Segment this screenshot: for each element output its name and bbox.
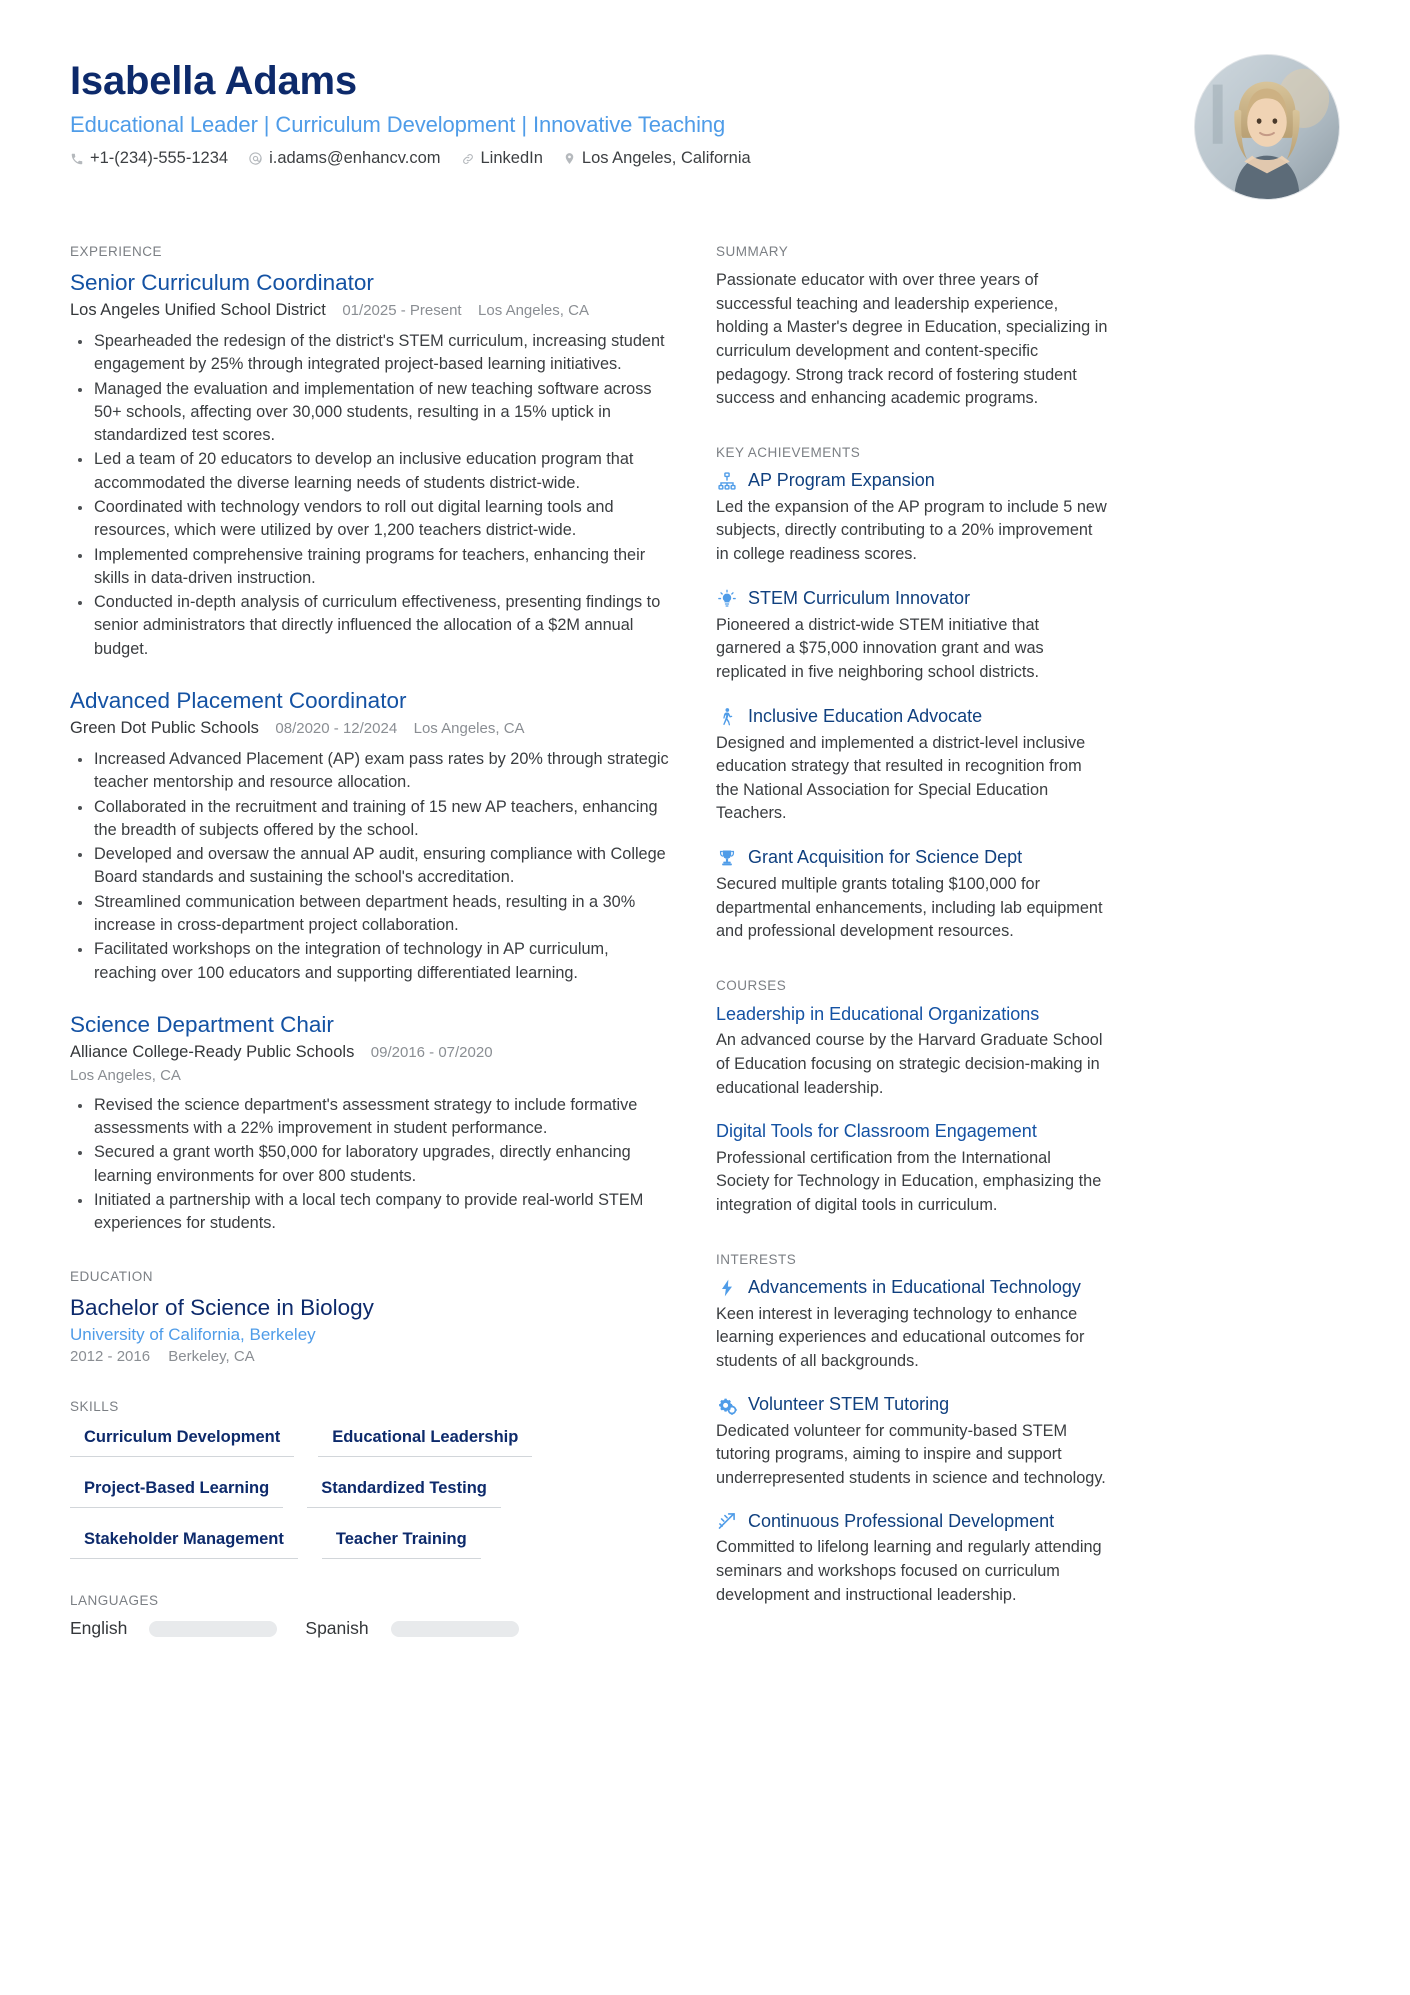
lightning-bolt-icon (716, 1277, 738, 1299)
skill-tag[interactable]: Project-Based Learning (70, 1475, 283, 1508)
achievement-item (716, 847, 1108, 944)
achievement-title: Grant Acquisition for Science Dept (748, 847, 1023, 868)
contact-linkedin[interactable] (461, 149, 543, 168)
language-level-bar (149, 1621, 277, 1637)
body-columns (70, 244, 1340, 1639)
page-title: Isabella Adams (70, 59, 357, 103)
education-degree: Bachelor of Science in Biology (70, 1295, 374, 1321)
job-bullet: Facilitated workshops on the integration of technology in AP curriculum, reaching over 100 educators and supporting differentiated learning. (70, 938, 670, 985)
job-company: Green Dot Public Schools (70, 719, 259, 738)
achievement-description: Designed and implemented a district-level inclusive education strategy that resulted in recognition from the National Association for Special Education Teachers. (716, 733, 1086, 823)
job-bullet: Initiated a partnership with a local tech company to provide real-world STEM experiences for students. (70, 1189, 670, 1236)
section-label-key-achievements: KEY ACHIEVEMENTS (716, 444, 861, 460)
job-location: Los Angeles, CA (478, 302, 589, 319)
course-title: Leadership in Educational Organizations (716, 1003, 1040, 1024)
education-location: Berkeley, CA (168, 1348, 255, 1366)
section-label-experience: EXPERIENCE (70, 244, 163, 259)
language-item (70, 1618, 277, 1639)
education-meta (70, 1348, 670, 1365)
achievement-title: STEM Curriculum Innovator (748, 587, 971, 608)
experience-entry (70, 1011, 670, 1235)
job-dates: 01/2025 - Present (342, 302, 462, 319)
job-bullet: Led a team of 20 educators to develop an inclusive education program that accommodated the diverse learning needs of students district-wide. (70, 448, 670, 495)
job-bullet: Secured a grant worth $50,000 for laboratory upgrades, directly enhancing learning environments for over 800 students. (70, 1141, 670, 1188)
job-bullet: Developed and oversaw the annual AP audit, ensuring compliance with College Board standards and sustaining the school's accreditation. (70, 843, 670, 890)
summary-text: Passionate educator with over three years of successful teaching and leadership experience, holding a Master's degree in Education, specializing in curriculum development and content-specific pedagogy. Strong track record of fostering student success and enhancing academic programs. (716, 271, 1108, 408)
link-icon (461, 152, 475, 166)
course-item (716, 1120, 1108, 1217)
achievement-head (716, 847, 1108, 869)
interest-description: Committed to lifelong learning and regularly attending seminars and workshops focused on curriculum development and instructional leadership. (716, 1538, 1102, 1604)
section-label-skills: SKILLS (70, 1399, 119, 1415)
skill-tag[interactable]: Curriculum Development (70, 1424, 294, 1457)
job-dates: 09/2016 - 07/2020 (370, 1043, 493, 1061)
contact-email[interactable] (248, 149, 440, 168)
section-label-interests: INTERESTS (716, 1251, 797, 1267)
job-bullet: Conducted in-depth analysis of curriculum effectiveness, presenting findings to senior administrators that directly influenced the allocation of a $2M annual budget. (70, 591, 670, 661)
org-chart-icon (716, 470, 738, 492)
contact-phone[interactable] (70, 149, 228, 168)
course-description: An advanced course by the Harvard Graduate School of Education focusing on strategic decision-making in educational leadership. (716, 1031, 1103, 1097)
job-location: Los Angeles, CA (70, 1066, 181, 1084)
job-bullet: Coordinated with technology vendors to roll out digital learning tools and resources, which were utilized by over 1,200 teachers district-wide. (70, 496, 670, 543)
job-bullets (70, 330, 670, 661)
skill-tag[interactable]: Standardized Testing (307, 1475, 501, 1508)
lightbulb-icon (716, 588, 738, 610)
section-label-education: EDUCATION (70, 1269, 154, 1285)
job-bullet: Spearheaded the redesign of the district's STEM curriculum, increasing student engagement by 25% through integrated project-based learning initiatives. (70, 330, 670, 377)
section-languages (70, 1593, 670, 1639)
achievement-head (716, 470, 1108, 492)
section-label-summary: SUMMARY (716, 244, 789, 259)
contact-email-text: i.adams@enhancv.com (269, 149, 441, 167)
skill-tag[interactable]: Educational Leadership (318, 1424, 532, 1457)
contact-phone-text: +1-(234)-555-1234 (90, 149, 229, 167)
interest-head (716, 1277, 1108, 1299)
job-company: Los Angeles Unified School District (70, 301, 326, 319)
job-bullet: Revised the science department's assessment strategy to include formative assessments with a 22% improvement in student performance. (70, 1094, 670, 1141)
interest-head (716, 1510, 1108, 1532)
interest-title: Advancements in Educational Technology (748, 1276, 1081, 1297)
header-text-block (70, 50, 751, 168)
job-bullets (70, 748, 670, 985)
job-bullet: Streamlined communication between department heads, resulting in a 30% increase in cross-department project collaboration. (70, 891, 670, 938)
experience-entry (70, 687, 670, 985)
contact-linkedin-text: LinkedIn (480, 149, 543, 167)
section-education (70, 1269, 670, 1365)
section-experience (70, 244, 670, 1235)
course-item (716, 1003, 1108, 1100)
avatar (1194, 54, 1340, 200)
skill-tag[interactable]: Teacher Training (322, 1526, 481, 1559)
achievement-description: Secured multiple grants totaling $100,000 for departmental enhancements, including lab equipment and professional development resources. (716, 875, 1103, 941)
contact-row (70, 149, 751, 168)
phone-icon (70, 152, 84, 166)
achievement-item (716, 706, 1108, 827)
email-icon (248, 151, 263, 166)
job-meta (70, 717, 670, 741)
interest-title: Volunteer STEM Tutoring (748, 1393, 950, 1414)
section-courses (716, 978, 1108, 1218)
job-meta (70, 299, 670, 323)
education-entry (70, 1294, 670, 1365)
job-bullet: Implemented comprehensive training programs for teachers, enhancing their skills in data-driven instruction. (70, 544, 670, 591)
right-column (716, 244, 1108, 1607)
contact-location[interactable] (563, 149, 751, 168)
section-label-courses: COURSES (716, 977, 787, 993)
contact-location-text: Los Angeles, California (581, 149, 751, 167)
section-skills (70, 1399, 670, 1559)
language-level-bar (391, 1621, 519, 1637)
achievement-description: Pioneered a district-wide STEM initiative that garnered a $75,000 innovation grant and was replicated in five neighboring school districts. (716, 615, 1044, 681)
experience-entry (70, 269, 670, 661)
education-dates: 2012 - 2016 (70, 1348, 151, 1366)
interest-title: Continuous Professional Development (748, 1510, 1055, 1531)
gears-icon (716, 1394, 738, 1416)
job-title: Advanced Placement Coordinator (70, 688, 407, 714)
job-bullet: Collaborated in the recruitment and training of 15 new AP teachers, enhancing the breadth of subjects offered by the school. (70, 796, 670, 843)
language-name: English (70, 1618, 128, 1639)
interest-item (716, 1394, 1108, 1491)
achievement-title: AP Program Expansion (748, 469, 935, 490)
interest-description: Keen interest in leveraging technology to enhance learning experiences and educational outcomes for students of all backgrounds. (716, 1304, 1085, 1370)
education-school: University of California, Berkeley (70, 1325, 316, 1345)
achievement-title: Inclusive Education Advocate (748, 705, 983, 726)
job-location: Los Angeles, CA (413, 720, 525, 738)
course-title: Digital Tools for Classroom Engagement (716, 1121, 1037, 1142)
interest-description: Dedicated volunteer for community-based STEM tutoring programs, aiming to inspire and support underrepresented students in science and technology. (716, 1421, 1106, 1487)
interest-item (716, 1510, 1108, 1607)
section-label-languages: LANGUAGES (70, 1593, 159, 1609)
job-company: Alliance College-Ready Public Schools (70, 1042, 355, 1061)
job-bullet: Increased Advanced Placement (AP) exam pass rates by 20% through strategic teacher mentorship and resource allocation. (70, 748, 670, 795)
languages-row (70, 1618, 670, 1639)
interest-head (716, 1394, 1108, 1416)
job-dates: 08/2020 - 12/2024 (275, 720, 398, 738)
left-column (70, 244, 670, 1639)
job-title: Senior Curriculum Coordinator (70, 270, 374, 295)
course-description: Professional certification from the International Society for Technology in Education, emphasizing the integration of digital tools in curriculum. (716, 1148, 1102, 1214)
professional-headline: Educational Leader | Curriculum Development | Innovative Teaching (70, 112, 726, 137)
skill-tag[interactable]: Stakeholder Management (70, 1526, 298, 1559)
job-meta (70, 1041, 670, 1087)
job-bullet: Managed the evaluation and implementation of new teaching software across 50+ schools, affecting over 30,000 students, resulting in a 15% uptick in standardized test scores. (70, 378, 670, 448)
achievement-head (716, 706, 1108, 728)
interest-item (716, 1277, 1108, 1374)
achievement-item (716, 470, 1108, 567)
job-bullets (70, 1094, 670, 1236)
trophy-icon (716, 847, 738, 869)
achievement-item (716, 588, 1108, 685)
growth-arrow-icon (716, 1510, 738, 1532)
resume-header (70, 50, 1340, 200)
language-item (305, 1618, 518, 1639)
section-summary (716, 244, 1108, 411)
achievement-description: Led the expansion of the AP program to include 5 new subjects, directly contributing to a 20% improvement in college readiness scores. (716, 497, 1107, 563)
job-title: Science Department Chair (70, 1011, 334, 1037)
skills-grid (70, 1424, 670, 1559)
section-key-achievements (716, 445, 1108, 944)
person-walking-icon (716, 706, 738, 728)
language-name: Spanish (305, 1618, 369, 1639)
location-pin-icon (563, 151, 576, 166)
section-interests (716, 1252, 1108, 1608)
achievement-head (716, 588, 1108, 610)
